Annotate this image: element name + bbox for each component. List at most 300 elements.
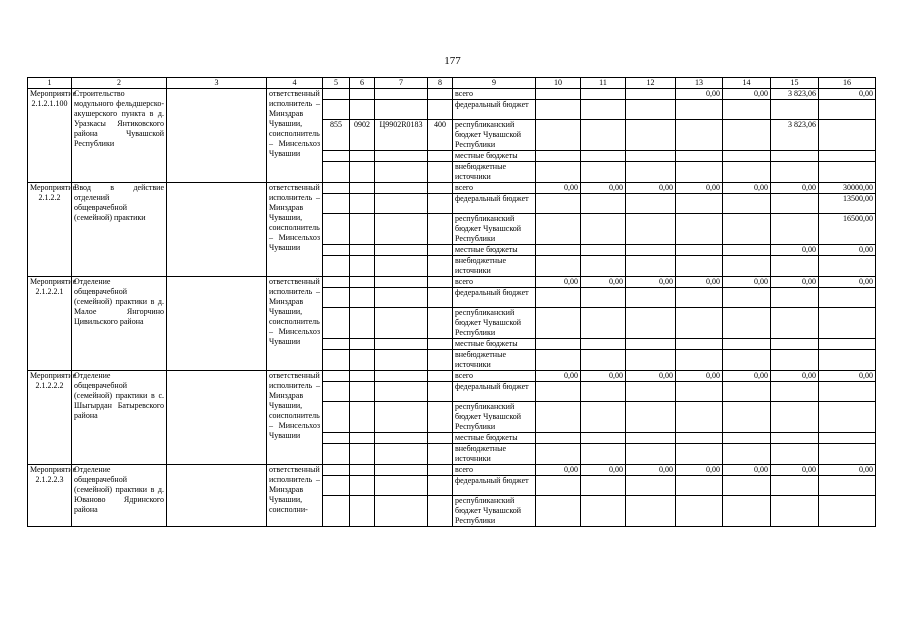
fund-source-cell: местные бюджеты	[453, 433, 536, 444]
value-cell: 0,00	[723, 371, 771, 382]
value-cell	[626, 100, 676, 120]
value-cell	[626, 350, 676, 371]
value-cell	[626, 288, 676, 308]
code-cell	[323, 245, 350, 256]
value-cell	[819, 444, 876, 465]
code-cell	[350, 350, 375, 371]
fund-source-cell: федеральный бюджет	[453, 194, 536, 214]
code-cell	[323, 476, 350, 496]
fund-source-cell: республиканский бюджет Чувашской Республики	[453, 402, 536, 433]
value-cell	[676, 444, 723, 465]
fund-source-cell: внебюджетные источники	[453, 256, 536, 277]
code-cell	[350, 402, 375, 433]
value-cell: 16500,00	[819, 214, 876, 245]
value-cell: 0,00	[581, 465, 626, 476]
empty-cell	[167, 371, 267, 465]
code-cell	[428, 100, 453, 120]
measure-name-cell: Строительство модульного фельдшерско-акушерского пункта в д. Уразкасы Янтиковского района Чувашской Республики	[72, 89, 167, 183]
header-cell: 1	[28, 78, 72, 89]
value-cell	[536, 402, 581, 433]
value-cell: 3 823,06	[771, 120, 819, 151]
code-cell	[428, 433, 453, 444]
value-cell: 0,00	[771, 465, 819, 476]
value-cell: 0,00	[819, 89, 876, 100]
empty-cell	[167, 183, 267, 277]
header-cell: 4	[267, 78, 323, 89]
code-cell	[375, 339, 428, 350]
value-cell	[536, 496, 581, 527]
value-cell: 0,00	[771, 183, 819, 194]
fund-source-cell: федеральный бюджет	[453, 100, 536, 120]
value-cell	[536, 214, 581, 245]
value-cell	[676, 402, 723, 433]
value-cell: 3 823,06	[771, 89, 819, 100]
value-cell: 0,00	[581, 371, 626, 382]
code-cell	[350, 256, 375, 277]
value-cell	[723, 214, 771, 245]
value-cell	[676, 162, 723, 183]
value-cell: 0,00	[676, 465, 723, 476]
value-cell	[819, 496, 876, 527]
executor-cell: ответственный исполнитель – Минздрав Чувашии, соисполнитель – Минсельхоз Чувашии	[267, 183, 323, 277]
value-cell	[536, 89, 581, 100]
value-cell	[626, 256, 676, 277]
code-cell: 855	[323, 120, 350, 151]
value-cell	[771, 256, 819, 277]
fund-source-cell: всего	[453, 465, 536, 476]
value-cell: 0,00	[771, 277, 819, 288]
value-cell	[771, 151, 819, 162]
measure-name-cell: Отделение общеврачебной (семейной) практики в д. Малое Янгорчино Цивильского района	[72, 277, 167, 371]
code-cell	[350, 100, 375, 120]
code-cell	[350, 496, 375, 527]
header-cell: 15	[771, 78, 819, 89]
value-cell: 0,00	[819, 245, 876, 256]
code-cell	[323, 256, 350, 277]
measure-id-cell: Мероприятие 2.1.2.2	[28, 183, 72, 277]
code-cell	[375, 288, 428, 308]
header-cell: 10	[536, 78, 581, 89]
value-cell	[771, 162, 819, 183]
value-cell	[626, 245, 676, 256]
value-cell	[536, 151, 581, 162]
code-cell	[350, 245, 375, 256]
value-cell: 0,00	[536, 465, 581, 476]
value-cell	[626, 308, 676, 339]
value-cell	[536, 308, 581, 339]
code-cell	[350, 151, 375, 162]
measure-id-cell: Мероприятие 2.1.2.2.1	[28, 277, 72, 371]
measure-id-cell: Мероприятие 2.1.2.2.3	[28, 465, 72, 527]
value-cell	[536, 476, 581, 496]
fund-source-cell: республиканский бюджет Чувашской Республики	[453, 496, 536, 527]
value-cell: 13500,00	[819, 194, 876, 214]
code-cell	[323, 433, 350, 444]
value-cell	[626, 339, 676, 350]
value-cell	[723, 339, 771, 350]
code-cell	[428, 350, 453, 371]
value-cell	[676, 151, 723, 162]
value-cell	[819, 476, 876, 496]
value-cell	[771, 194, 819, 214]
code-cell	[375, 433, 428, 444]
value-cell: 0,00	[723, 465, 771, 476]
value-cell	[723, 100, 771, 120]
code-cell	[428, 183, 453, 194]
value-cell	[723, 402, 771, 433]
fund-source-cell: внебюджетные источники	[453, 350, 536, 371]
code-cell	[428, 308, 453, 339]
value-cell: 0,00	[676, 371, 723, 382]
table-row	[28, 371, 876, 382]
value-cell	[819, 339, 876, 350]
value-cell	[626, 476, 676, 496]
value-cell	[771, 339, 819, 350]
fund-source-cell: внебюджетные источники	[453, 162, 536, 183]
fund-source-cell: всего	[453, 183, 536, 194]
value-cell	[536, 444, 581, 465]
code-cell	[375, 382, 428, 402]
code-cell	[323, 350, 350, 371]
value-cell	[626, 402, 676, 433]
value-cell	[771, 444, 819, 465]
value-cell	[581, 256, 626, 277]
code-cell	[375, 194, 428, 214]
value-cell	[581, 100, 626, 120]
empty-cell	[167, 89, 267, 183]
value-cell	[626, 151, 676, 162]
code-cell	[375, 151, 428, 162]
code-cell	[375, 100, 428, 120]
value-cell	[581, 151, 626, 162]
value-cell: 30000,00	[819, 183, 876, 194]
value-cell	[626, 120, 676, 151]
header-cell: 7	[375, 78, 428, 89]
value-cell: 0,00	[723, 89, 771, 100]
empty-cell	[167, 465, 267, 527]
value-cell	[581, 444, 626, 465]
value-cell	[626, 89, 676, 100]
code-cell	[428, 256, 453, 277]
header-cell: 8	[428, 78, 453, 89]
value-cell	[771, 350, 819, 371]
executor-cell: ответственный исполнитель – Минздрав Чувашии, соисполнитель – Минсельхоз Чувашии	[267, 277, 323, 371]
value-cell	[536, 120, 581, 151]
value-cell	[581, 288, 626, 308]
value-cell	[676, 245, 723, 256]
empty-cell	[167, 277, 267, 371]
value-cell	[676, 288, 723, 308]
value-cell: 0,00	[771, 245, 819, 256]
value-cell	[819, 288, 876, 308]
code-cell	[428, 402, 453, 433]
value-cell	[581, 350, 626, 371]
value-cell	[771, 288, 819, 308]
code-cell	[428, 476, 453, 496]
value-cell	[536, 100, 581, 120]
value-cell	[581, 308, 626, 339]
code-cell	[375, 476, 428, 496]
value-cell	[626, 444, 676, 465]
table-row	[28, 89, 876, 100]
value-cell	[771, 382, 819, 402]
executor-cell: ответственный исполнитель – Минздрав Чувашии, соисполнитель – Минсельхоз Чувашии	[267, 371, 323, 465]
code-cell	[323, 183, 350, 194]
executor-cell: ответственный исполнитель – Минздрав Чувашии, соисполнитель – Минсельхоз Чувашии	[267, 89, 323, 183]
value-cell: 0,00	[819, 371, 876, 382]
value-cell	[819, 162, 876, 183]
value-cell	[536, 256, 581, 277]
value-cell	[819, 382, 876, 402]
fund-source-cell: федеральный бюджет	[453, 288, 536, 308]
code-cell	[350, 476, 375, 496]
code-cell	[428, 194, 453, 214]
value-cell	[819, 100, 876, 120]
value-cell: 0,00	[676, 89, 723, 100]
measure-id-cell: Мероприятие 2.1.2.1.100	[28, 89, 72, 183]
code-cell	[350, 183, 375, 194]
value-cell	[676, 382, 723, 402]
code-cell	[428, 151, 453, 162]
code-cell	[323, 194, 350, 214]
value-cell	[676, 350, 723, 371]
code-cell	[375, 183, 428, 194]
fund-source-cell: республиканский бюджет Чувашской Республики	[453, 214, 536, 245]
value-cell	[723, 496, 771, 527]
header-cell: 2	[72, 78, 167, 89]
value-cell	[819, 256, 876, 277]
code-cell	[323, 308, 350, 339]
value-cell	[676, 308, 723, 339]
header-cell: 9	[453, 78, 536, 89]
value-cell	[723, 162, 771, 183]
code-cell	[323, 402, 350, 433]
header-cell: 3	[167, 78, 267, 89]
value-cell	[536, 162, 581, 183]
code-cell: 0902	[350, 120, 375, 151]
header-cell: 6	[350, 78, 375, 89]
value-cell	[771, 402, 819, 433]
code-cell	[428, 89, 453, 100]
value-cell	[676, 194, 723, 214]
value-cell: 0,00	[626, 371, 676, 382]
value-cell	[581, 402, 626, 433]
code-cell	[375, 350, 428, 371]
code-cell	[323, 496, 350, 527]
code-cell	[375, 402, 428, 433]
fund-source-cell: внебюджетные источники	[453, 444, 536, 465]
fund-source-cell: республиканский бюджет Чувашской Республики	[453, 308, 536, 339]
value-cell	[771, 433, 819, 444]
code-cell	[323, 89, 350, 100]
value-cell	[536, 350, 581, 371]
value-cell	[723, 444, 771, 465]
code-cell	[428, 162, 453, 183]
value-cell	[581, 89, 626, 100]
code-cell	[350, 433, 375, 444]
value-cell	[626, 214, 676, 245]
fund-source-cell: местные бюджеты	[453, 151, 536, 162]
value-cell	[581, 120, 626, 151]
code-cell	[350, 444, 375, 465]
value-cell	[723, 350, 771, 371]
header-cell: 14	[723, 78, 771, 89]
value-cell	[581, 382, 626, 402]
value-cell	[723, 151, 771, 162]
code-cell: Ц9902R0183	[375, 120, 428, 151]
fund-source-cell: федеральный бюджет	[453, 382, 536, 402]
code-cell	[323, 162, 350, 183]
measure-name-cell: Отделение общеврачебной (семейной) практики в с. Шыгырдан Батыревского района	[72, 371, 167, 465]
value-cell	[626, 382, 676, 402]
value-cell	[676, 339, 723, 350]
code-cell	[375, 308, 428, 339]
code-cell	[428, 382, 453, 402]
header-cell: 5	[323, 78, 350, 89]
value-cell	[676, 256, 723, 277]
value-cell: 0,00	[723, 183, 771, 194]
value-cell	[581, 476, 626, 496]
value-cell	[676, 100, 723, 120]
value-cell	[771, 214, 819, 245]
value-cell: 0,00	[676, 277, 723, 288]
value-cell	[771, 100, 819, 120]
value-cell	[723, 288, 771, 308]
value-cell	[581, 162, 626, 183]
code-cell	[350, 371, 375, 382]
value-cell	[819, 350, 876, 371]
value-cell	[723, 256, 771, 277]
code-cell	[350, 465, 375, 476]
measure-name-cell: Ввод в действие отделений общеврачебной (семейной) практики	[72, 183, 167, 277]
value-cell: 0,00	[536, 183, 581, 194]
code-cell	[428, 339, 453, 350]
value-cell	[771, 496, 819, 527]
code-cell	[350, 339, 375, 350]
header-cell: 11	[581, 78, 626, 89]
fund-source-cell: республиканский бюджет Чувашской Республики	[453, 120, 536, 151]
code-cell	[375, 444, 428, 465]
code-cell	[428, 214, 453, 245]
code-cell: 400	[428, 120, 453, 151]
fund-source-cell: всего	[453, 277, 536, 288]
code-cell	[350, 308, 375, 339]
table-row	[28, 183, 876, 194]
value-cell	[819, 120, 876, 151]
code-cell	[428, 277, 453, 288]
value-cell	[626, 162, 676, 183]
value-cell	[581, 214, 626, 245]
value-cell	[536, 288, 581, 308]
code-cell	[428, 465, 453, 476]
fund-source-cell: всего	[453, 371, 536, 382]
value-cell: 0,00	[723, 277, 771, 288]
value-cell: 0,00	[536, 277, 581, 288]
code-cell	[428, 496, 453, 527]
code-cell	[323, 382, 350, 402]
code-cell	[428, 371, 453, 382]
fund-source-cell: местные бюджеты	[453, 245, 536, 256]
measure-id-cell: Мероприятие 2.1.2.2.2	[28, 371, 72, 465]
code-cell	[375, 371, 428, 382]
code-cell	[375, 245, 428, 256]
value-cell: 0,00	[626, 465, 676, 476]
value-cell	[723, 194, 771, 214]
header-cell: 16	[819, 78, 876, 89]
header-cell: 12	[626, 78, 676, 89]
value-cell	[676, 496, 723, 527]
value-cell	[723, 120, 771, 151]
code-cell	[375, 162, 428, 183]
code-cell	[375, 277, 428, 288]
table-row	[28, 277, 876, 288]
code-cell	[323, 465, 350, 476]
value-cell: 0,00	[626, 183, 676, 194]
value-cell	[771, 308, 819, 339]
value-cell	[536, 339, 581, 350]
page-number: 177	[444, 55, 461, 67]
value-cell	[536, 245, 581, 256]
value-cell	[536, 382, 581, 402]
value-cell	[536, 433, 581, 444]
value-cell	[626, 194, 676, 214]
value-cell	[771, 476, 819, 496]
code-cell	[350, 194, 375, 214]
value-cell	[536, 194, 581, 214]
value-cell	[723, 382, 771, 402]
code-cell	[323, 371, 350, 382]
value-cell: 0,00	[771, 371, 819, 382]
value-cell	[581, 194, 626, 214]
code-cell	[375, 214, 428, 245]
fund-source-cell: местные бюджеты	[453, 339, 536, 350]
header-cell: 13	[676, 78, 723, 89]
table-row	[28, 465, 876, 476]
code-cell	[428, 245, 453, 256]
value-cell	[723, 308, 771, 339]
measure-name-cell: Отделение общеврачебной (семейной) практики в д. Юваново Ядринского района	[72, 465, 167, 527]
code-cell	[375, 89, 428, 100]
code-cell	[350, 288, 375, 308]
value-cell: 0,00	[676, 183, 723, 194]
value-cell	[819, 433, 876, 444]
header-row	[28, 78, 876, 89]
value-cell	[819, 402, 876, 433]
code-cell	[323, 151, 350, 162]
code-cell	[350, 89, 375, 100]
code-cell	[323, 100, 350, 120]
value-cell: 0,00	[581, 277, 626, 288]
code-cell	[323, 339, 350, 350]
value-cell	[676, 120, 723, 151]
code-cell	[428, 444, 453, 465]
budget-table	[27, 77, 876, 527]
code-cell	[350, 277, 375, 288]
code-cell	[375, 496, 428, 527]
value-cell: 0,00	[626, 277, 676, 288]
value-cell: 0,00	[819, 465, 876, 476]
code-cell	[350, 162, 375, 183]
code-cell	[375, 256, 428, 277]
code-cell	[375, 465, 428, 476]
code-cell	[350, 214, 375, 245]
code-cell	[323, 288, 350, 308]
value-cell	[581, 245, 626, 256]
value-cell	[723, 245, 771, 256]
value-cell	[676, 476, 723, 496]
value-cell	[723, 433, 771, 444]
value-cell	[581, 433, 626, 444]
